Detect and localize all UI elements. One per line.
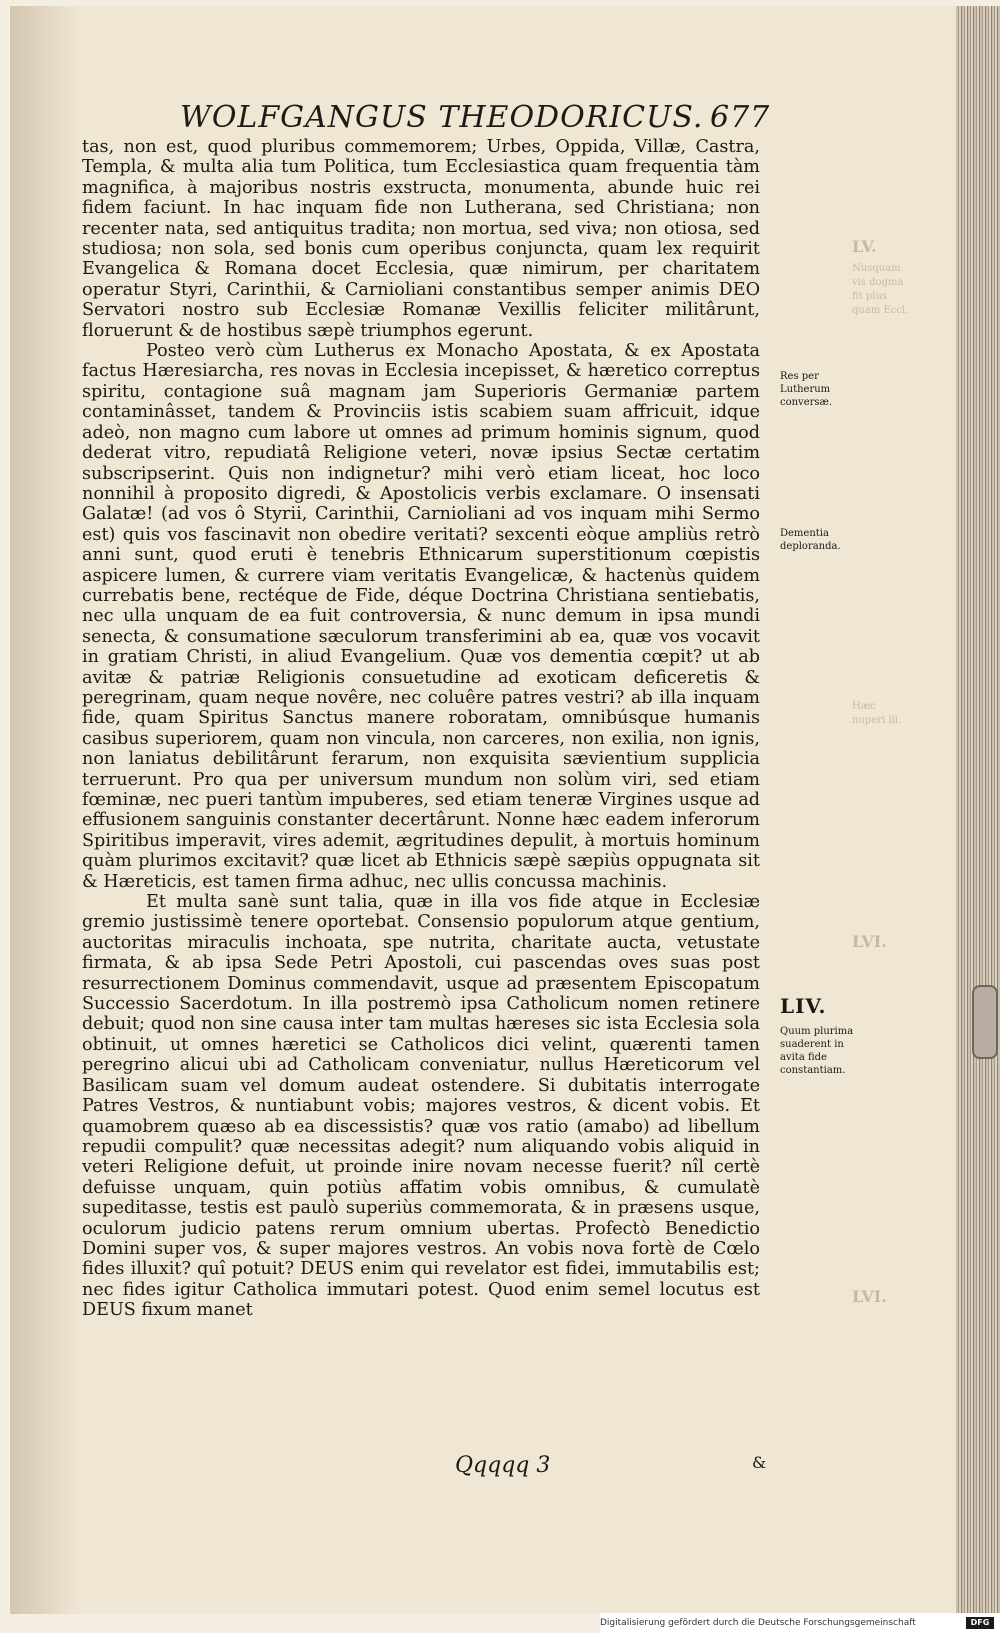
margin-note: Quum plurima suaderent in avita fide constantiam. bbox=[780, 1026, 854, 1076]
body-text bbox=[82, 137, 760, 1321]
bleed-through-text: LV. bbox=[852, 237, 877, 256]
bleed-through-text: LVI. bbox=[852, 1287, 887, 1306]
bleed-through-text: LVI. bbox=[852, 932, 887, 951]
signature-mark: Qqqqq 3 bbox=[455, 1453, 551, 1478]
page-edges bbox=[956, 6, 1000, 1614]
gutter-shadow bbox=[10, 6, 80, 1614]
section-number: LIV. bbox=[780, 994, 827, 1018]
paragraph: Posteo verò cùm Lutherus ex Monacho Apostata, & ex Apostata factus Hæresiarcha, res novas in Ecclesia incepisset, & hæretico correptus spiritu, contagione suâ magnam jam Superioris Germaniæ partem contaminâsset, tandem & Provinciis istis scabiem suam affricuit, idque adeò, non magno cum labore ut omnes ad primum hominis signum, quod dederat vitro, repudiatâ Religione veteri, novæ ipsius Sectæ certatim subscripserint. Quis non indignetur? mihi verò etiam liceat, hoc loco nonnihil à proposito digredi, & Apostolicis verbis exclamare. O insensati Galatæ! (ad vos ô Styrii, Carinthii, Carnioliani ad vos inquam mihi Sermo est) quis vos fascinavit non obedire veritati? sexcenti eòque ampliùs retrò anni sunt, quod eruti è tenebris Ethnicarum superstitionum cœpistis aspicere lumen, & currere viam veritatis Evangelicæ, & hactenùs quidem currebatis bene, rectéque de Fide, déque Doctrina Christiana sentiebatis, nec ulla unquam de ea fuit controversia, & nunc demum in ipsa mundi senecta, & consumatione sæculorum transferimini ab ea, quæ vos vocavit in gratiam Christi, in aliud Evangelium. Quæ vos dementia cœpit? ut ab avitæ & patriæ Religionis consuetudine ad exoticam deficeretis & peregrinam, quam neque novêre, nec coluêre patres vestri? ab illa inquam fide, quam Spiritus Sanctus manere roboratam, omnibúsque humanis casibus superiorem, quam non vincula, non carceres, non exilia, non ignis, non laniatus debilitârunt ferarum, non exquisita sævientium supplicia terruerunt. Pro qua per universum mundum non solùm viri, sed etiam fœminæ, nec pueri tantùm impuberes, sed etiam teneræ Virgines usque ad effusionem sanguinis constanter decertârunt. Nonne hæc eadem inferorum Spiritibus imperavit, vires ademit, ægritudines depulit, à mortuis hominum quàm plurimos excitavit? quæ licet ab Ethnicis sæpè sæpiùs oppugnata sit & Hæreticis, est tamen firma adhuc, nec ullis concussa machinis. bbox=[82, 341, 760, 892]
catchword: & bbox=[752, 1453, 767, 1472]
bleed-through-text: Nusquam vis dogma fit plus quam Eccl. bbox=[852, 263, 909, 316]
page-number: 677 bbox=[710, 100, 771, 135]
footer-bar bbox=[600, 1613, 1000, 1633]
margin-note: Res per Lutherum conversæ. bbox=[780, 371, 833, 408]
margin-note: Dementia deploranda. bbox=[780, 528, 841, 552]
book-clip bbox=[972, 985, 998, 1059]
footer-text: Digitalisierung gefördert durch die Deutsche Forschungsgemeinschaft bbox=[600, 1618, 916, 1628]
dfg-logo: DFG bbox=[966, 1617, 994, 1629]
paragraph: tas, non est, quod pluribus commemorem; Urbes, Oppida, Villæ, Castra, Templa, & multa alia tum Politica, tum Ecclesiastica quam frequentia tàm magnifica, à majoribus nostris exstructa, monumenta, abunde huic rei fidem faciunt. In hac inquam fide non Lutherana, sed Christiana; non recenter nata, sed antiquitus tradita; non mortua, sed viva; non otiosa, sed studiosa; non sola, sed bonis cum operibus conjuncta, quam lex requirit Evangelica & Romana docet Ecclesia, quæ nimirum, per charitatem operatur Styri, Carinthii, & Carnioliani constantibus semper animis DEO Servatori nostro sub Ecclesiæ Romanæ Vexillis feliciter militârunt, floruerunt & de hostibus sæpè triumphos egerunt. bbox=[82, 137, 760, 341]
bleed-through-text: Hæc nuperi ill. bbox=[852, 701, 902, 726]
paragraph: Et multa sanè sunt talia, quæ in illa vos fide atque in Ecclesiæ gremio justissimè tenere oportebat. Consensio populorum atque gentium, auctoritas miraculis inchoata, spe nutrita, charitate aucta, vetustate firmata, & ab ipsa Sede Petri Apostoli, cui pascendas oves suas post resurrectionem Dominus commendavit, usque ad præsentem Episcopatum Successio Sacerdotum. In illa postremò ipsa Catholicum nomen retinere debuit; quod non sine causa inter tam multas hæreses sic ista Ecclesia sola obtinuit, ut omnes hæretici se Catholicos dici velint, quærenti tamen peregrino alicui ubi ad Catholicam conveniatur, nullus Hæreticorum vel Basilicam suam vel domum audeat ostendere. Si dubitatis interrogate Patres Vestros, & nuntiabunt vobis; majores vestros, & dicent vobis. Et quamobrem quæso ab ea discessistis? quæ vos ratio (amabo) ad libellum repudii compulit? quæ necessitas adegit? num aliquando vobis aliquid in veteri Religione defuit, ut proinde inire novam necesse fuerit? nîl certè defuisse unquam, quin potiùs affatim vobis omnibus, & cumulatè supeditasse, testis est paulò superiùs commemorata, & in præsens usque, oculorum judicio patens rerum omnium ubertas. Profectò Benedictio Domini super vos, & super majores vestros. An vobis nova fortè de Cœlo fides illuxit? quî potuit? DEUS enim qui revelator est fidei, immutabilis est; nec fides igitur Catholica immutari potest. Quod enim semel locutus est DEUS fixum manet bbox=[82, 892, 760, 1321]
header-title: WOLFGANGUS THEODORICUS. bbox=[180, 100, 704, 135]
